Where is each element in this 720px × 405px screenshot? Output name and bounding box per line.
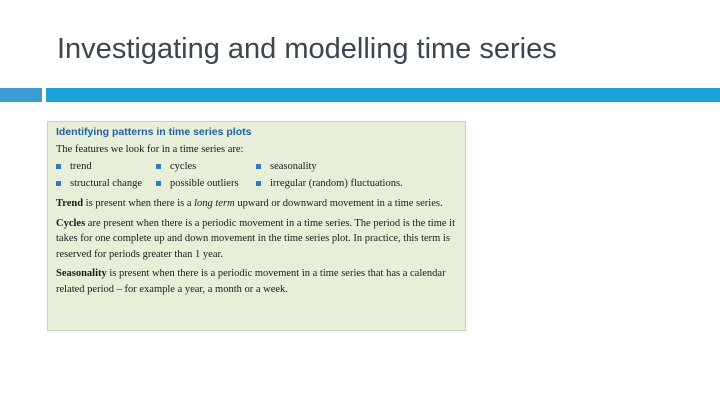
trend-term: Trend (56, 198, 84, 209)
cycles-paragraph (56, 216, 457, 263)
feature-label: trend (70, 161, 92, 172)
feature-item (156, 175, 256, 192)
cycles-term: Cycles (56, 217, 86, 229)
feature-item (156, 158, 256, 175)
feature-item (56, 175, 156, 192)
bullet-icon (56, 181, 61, 186)
bullet-icon (256, 164, 261, 169)
bullet-icon (156, 164, 161, 169)
feature-label: structural change (70, 178, 143, 189)
seasonality-text: is present when there is a periodic movement in a time series that has a calendar related period – for example a year, a month or a week. (56, 268, 446, 295)
panel-heading: Identifying patterns in time series plots (56, 126, 252, 138)
seasonality-term: Seasonality (56, 268, 107, 279)
feature-list (56, 158, 457, 192)
feature-label: seasonality (270, 161, 317, 172)
trend-emphasis: long term (194, 198, 235, 209)
feature-item (56, 158, 156, 175)
content-panel (47, 121, 466, 331)
bullet-icon (256, 181, 261, 186)
feature-item (256, 175, 456, 192)
feature-item (256, 158, 456, 175)
panel-intro: The features we look for in a time series are: (56, 143, 244, 155)
trend-paragraph (56, 196, 457, 212)
feature-label: possible outliers (170, 178, 239, 189)
slide-title: Investigating and modelling time series (57, 33, 557, 65)
seasonality-paragraph (56, 266, 457, 297)
bullet-icon (56, 164, 61, 169)
title-rule-left (0, 88, 42, 102)
feature-label: cycles (170, 161, 197, 172)
trend-text-after: upward or downward movement in a time series. (234, 198, 443, 209)
feature-label: irregular (random) fluctuations. (270, 178, 403, 189)
trend-text-before: is present when there is a (83, 198, 195, 209)
title-rule-right (46, 88, 720, 102)
cycles-text: are present when there is a periodic movement in a time series. The period is the time it takes for one complete up and down movement in the time series plot. In practice, this term is reserved for periods greater than 1 year. (56, 217, 455, 260)
bullet-icon (156, 181, 161, 186)
